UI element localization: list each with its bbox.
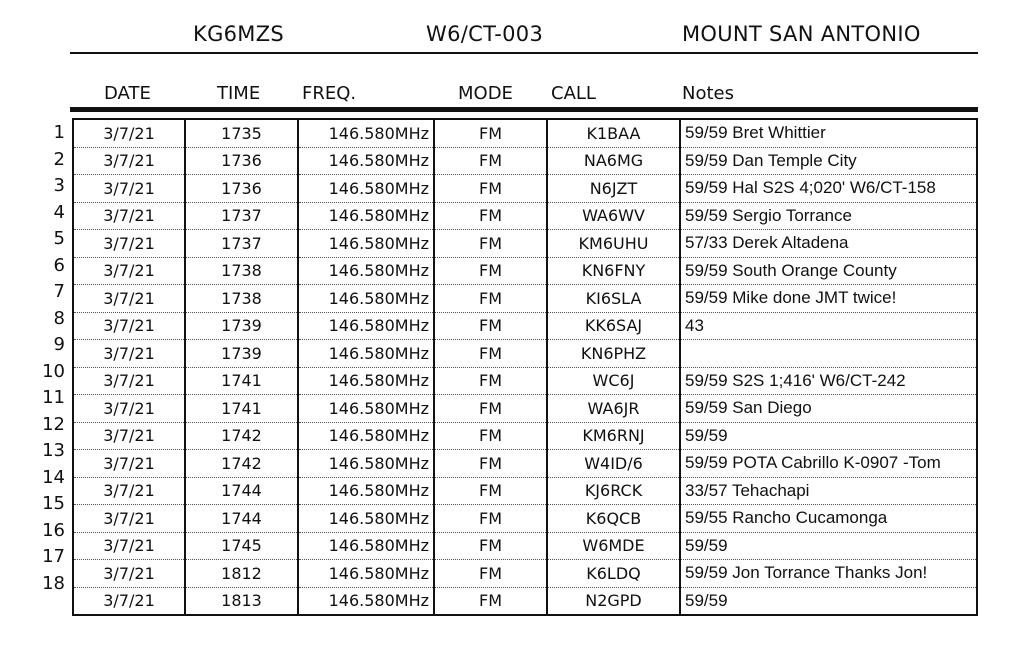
cell-frequency: 146.580MHz bbox=[298, 477, 434, 505]
summit-reference: W6/CT-003 bbox=[426, 22, 544, 46]
cell-frequency: 146.580MHz bbox=[298, 119, 434, 147]
cell-callsign: N6JZT bbox=[547, 175, 680, 203]
cell-mode: FM bbox=[434, 395, 547, 423]
row-number: 4 bbox=[53, 201, 65, 223]
column-header-divider bbox=[70, 107, 978, 112]
log-row bbox=[73, 202, 977, 230]
cell-frequency: 146.580MHz bbox=[298, 285, 434, 313]
row-number: 13 bbox=[42, 440, 65, 461]
row-number: 2 bbox=[53, 148, 65, 170]
cell-mode: FM bbox=[434, 340, 547, 368]
cell-callsign: KJ6RCK bbox=[547, 477, 680, 505]
cell-callsign: WA6WV bbox=[547, 202, 680, 230]
cell-time: 1741 bbox=[185, 395, 298, 423]
cell-frequency: 146.580MHz bbox=[298, 312, 434, 340]
cell-frequency: 146.580MHz bbox=[298, 257, 434, 285]
cell-callsign: N2GPD bbox=[547, 587, 680, 615]
cell-mode: FM bbox=[434, 312, 547, 340]
cell-time: 1741 bbox=[185, 367, 298, 395]
cell-time: 1744 bbox=[185, 477, 298, 505]
cell-time: 1742 bbox=[185, 450, 298, 478]
cell-date: 3/7/21 bbox=[73, 422, 185, 450]
cell-mode: FM bbox=[434, 477, 547, 505]
cell-callsign: W4ID/6 bbox=[547, 450, 680, 478]
cell-time: 1744 bbox=[185, 505, 298, 533]
cell-time: 1742 bbox=[185, 422, 298, 450]
column-header-freq: FREQ. bbox=[302, 83, 357, 104]
cell-notes: 59/59 Jon Torrance Thanks Jon! bbox=[680, 560, 977, 588]
cell-mode: FM bbox=[434, 422, 547, 450]
cell-notes: 59/59 Mike done JMT twice! bbox=[680, 285, 977, 313]
cell-date: 3/7/21 bbox=[73, 477, 185, 505]
column-header-notes: Notes bbox=[682, 83, 734, 104]
cell-frequency: 146.580MHz bbox=[298, 230, 434, 258]
cell-date: 3/7/21 bbox=[73, 312, 185, 340]
cell-date: 3/7/21 bbox=[73, 230, 185, 258]
cell-date: 3/7/21 bbox=[73, 505, 185, 533]
cell-notes: 59/59 bbox=[680, 532, 977, 560]
log-row bbox=[73, 422, 977, 450]
cell-date: 3/7/21 bbox=[73, 147, 185, 175]
cell-frequency: 146.580MHz bbox=[298, 340, 434, 368]
cell-notes: 59/59 bbox=[685, 590, 728, 610]
column-header-date: DATE bbox=[104, 83, 151, 104]
cell-frequency: 146.580MHz bbox=[298, 175, 434, 203]
row-number: 15 bbox=[42, 493, 65, 514]
cell-time: 1737 bbox=[185, 230, 298, 258]
cell-mode: FM bbox=[434, 587, 547, 615]
cell-time: 1745 bbox=[185, 532, 298, 560]
cell-mode: FM bbox=[434, 257, 547, 285]
cell-time: 1735 bbox=[185, 119, 298, 147]
row-number: 14 bbox=[42, 466, 65, 488]
cell-callsign: K6LDQ bbox=[547, 560, 680, 588]
cell-frequency: 146.580MHz bbox=[298, 147, 434, 175]
header-divider bbox=[70, 52, 978, 54]
cell-time: 1737 bbox=[185, 202, 298, 230]
cell-mode: FM bbox=[434, 450, 547, 478]
row-number: 8 bbox=[53, 307, 65, 329]
cell-notes: 59/59 POTA Cabrillo K-0907 -Tom bbox=[680, 450, 977, 478]
cell-date: 3/7/21 bbox=[73, 395, 185, 423]
qso-log-table bbox=[72, 118, 978, 616]
log-row bbox=[73, 175, 977, 203]
row-number: 12 bbox=[42, 413, 65, 435]
log-row bbox=[73, 230, 977, 258]
cell-frequency: 146.580MHz bbox=[298, 532, 434, 560]
log-row bbox=[73, 477, 977, 505]
row-number: 1 bbox=[53, 122, 65, 143]
column-header-call: CALL bbox=[551, 83, 596, 104]
column-header-mode: MODE bbox=[458, 83, 513, 104]
column-header-time: TIME bbox=[217, 83, 261, 104]
row-number: 6 bbox=[53, 254, 65, 276]
row-number: 9 bbox=[53, 334, 65, 355]
cell-date: 3/7/21 bbox=[73, 340, 185, 368]
cell-time: 1739 bbox=[185, 312, 298, 340]
log-row bbox=[73, 532, 977, 560]
row-number: 18 bbox=[42, 572, 65, 594]
cell-callsign: WC6J bbox=[547, 367, 680, 395]
cell-time: 1812 bbox=[185, 560, 298, 588]
log-row bbox=[73, 587, 977, 615]
cell-notes bbox=[680, 340, 977, 368]
cell-callsign: K1BAA bbox=[547, 119, 680, 147]
cell-frequency: 146.580MHz bbox=[298, 202, 434, 230]
cell-frequency: 146.580MHz bbox=[298, 367, 434, 395]
cell-mode: FM bbox=[434, 505, 547, 533]
cell-mode: FM bbox=[434, 285, 547, 313]
operator-callsign: KG6MZS bbox=[193, 22, 285, 46]
cell-frequency: 146.580MHz bbox=[298, 560, 434, 588]
cell-mode: FM bbox=[434, 147, 547, 175]
cell-callsign: NA6MG bbox=[547, 147, 680, 175]
cell-callsign: K6QCB bbox=[547, 505, 680, 533]
log-row bbox=[73, 560, 977, 588]
cell-time: 1813 bbox=[185, 587, 298, 615]
cell-time: 1736 bbox=[185, 147, 298, 175]
row-number: 7 bbox=[53, 281, 65, 302]
cell-date: 3/7/21 bbox=[73, 119, 185, 147]
cell-date: 3/7/21 bbox=[73, 285, 185, 313]
cell-mode: FM bbox=[434, 202, 547, 230]
log-row bbox=[73, 119, 977, 147]
cell-mode: FM bbox=[434, 560, 547, 588]
cell-callsign: KN6FNY bbox=[547, 257, 680, 285]
summit-name: MOUNT SAN ANTONIO bbox=[682, 22, 921, 46]
cell-frequency: 146.580MHz bbox=[298, 505, 434, 533]
cell-notes: 59/59 San Diego bbox=[680, 395, 977, 423]
cell-time: 1738 bbox=[185, 285, 298, 313]
row-number: 11 bbox=[42, 387, 65, 408]
cell-callsign: WA6JR bbox=[547, 395, 680, 423]
cell-date: 3/7/21 bbox=[73, 532, 185, 560]
cell-date: 3/7/21 bbox=[73, 450, 185, 478]
cell-callsign: KN6PHZ bbox=[547, 340, 680, 368]
cell-notes: 59/59 Hal S2S 4;020' W6/CT-158 bbox=[680, 175, 977, 203]
row-number: 5 bbox=[53, 228, 65, 249]
cell-callsign: KM6RNJ bbox=[547, 422, 680, 450]
log-row bbox=[73, 257, 977, 285]
log-row bbox=[73, 285, 977, 313]
cell-callsign: KM6UHU bbox=[547, 230, 680, 258]
cell-date: 3/7/21 bbox=[73, 560, 185, 588]
cell-callsign: KK6SAJ bbox=[547, 312, 680, 340]
log-row bbox=[73, 367, 977, 395]
cell-frequency: 146.580MHz bbox=[298, 422, 434, 450]
cell-callsign: KI6SLA bbox=[547, 285, 680, 313]
cell-mode: FM bbox=[434, 119, 547, 147]
cell-notes: 59/59 Bret Whittier bbox=[680, 119, 977, 147]
cell-mode: FM bbox=[434, 230, 547, 258]
cell-frequency: 146.580MHz bbox=[298, 395, 434, 423]
cell-date: 3/7/21 bbox=[73, 202, 185, 230]
cell-frequency: 146.580MHz bbox=[298, 450, 434, 478]
cell-time: 1736 bbox=[185, 175, 298, 203]
cell-notes: 59/59 S2S 1;416' W6/CT-242 bbox=[680, 367, 977, 395]
log-row bbox=[73, 312, 977, 340]
cell-callsign: W6MDE bbox=[547, 532, 680, 560]
log-row bbox=[73, 450, 977, 478]
cell-date: 3/7/21 bbox=[73, 175, 185, 203]
cell-notes: 57/33 Derek Altadena bbox=[680, 230, 977, 258]
cell-notes: 59/59 South Orange County bbox=[680, 257, 977, 285]
cell-mode: FM bbox=[434, 532, 547, 560]
cell-notes: 59/59 Dan Temple City bbox=[680, 147, 977, 175]
cell-date: 3/7/21 bbox=[73, 367, 185, 395]
cell-time: 1738 bbox=[185, 257, 298, 285]
cell-time: 1739 bbox=[185, 340, 298, 368]
cell-notes: 59/59 Sergio Torrance bbox=[680, 202, 977, 230]
row-number: 17 bbox=[42, 546, 65, 567]
cell-notes: 59/55 Rancho Cucamonga bbox=[680, 505, 977, 533]
cell-mode: FM bbox=[434, 175, 547, 203]
row-number: 3 bbox=[53, 175, 65, 196]
row-number: 10 bbox=[42, 360, 65, 382]
cell-notes: 59/59 bbox=[680, 422, 977, 450]
log-row bbox=[73, 147, 977, 175]
cell-date: 3/7/21 bbox=[73, 257, 185, 285]
cell-notes: 43 bbox=[680, 312, 977, 340]
log-row bbox=[73, 395, 977, 423]
cell-mode: FM bbox=[434, 367, 547, 395]
row-number: 16 bbox=[42, 519, 65, 541]
log-row bbox=[73, 340, 977, 368]
cell-frequency: 146.580MHz bbox=[298, 587, 434, 615]
cell-date: 3/7/21 bbox=[73, 587, 185, 615]
cell-notes: 33/57 Tehachapi bbox=[680, 477, 977, 505]
log-row bbox=[73, 505, 977, 533]
